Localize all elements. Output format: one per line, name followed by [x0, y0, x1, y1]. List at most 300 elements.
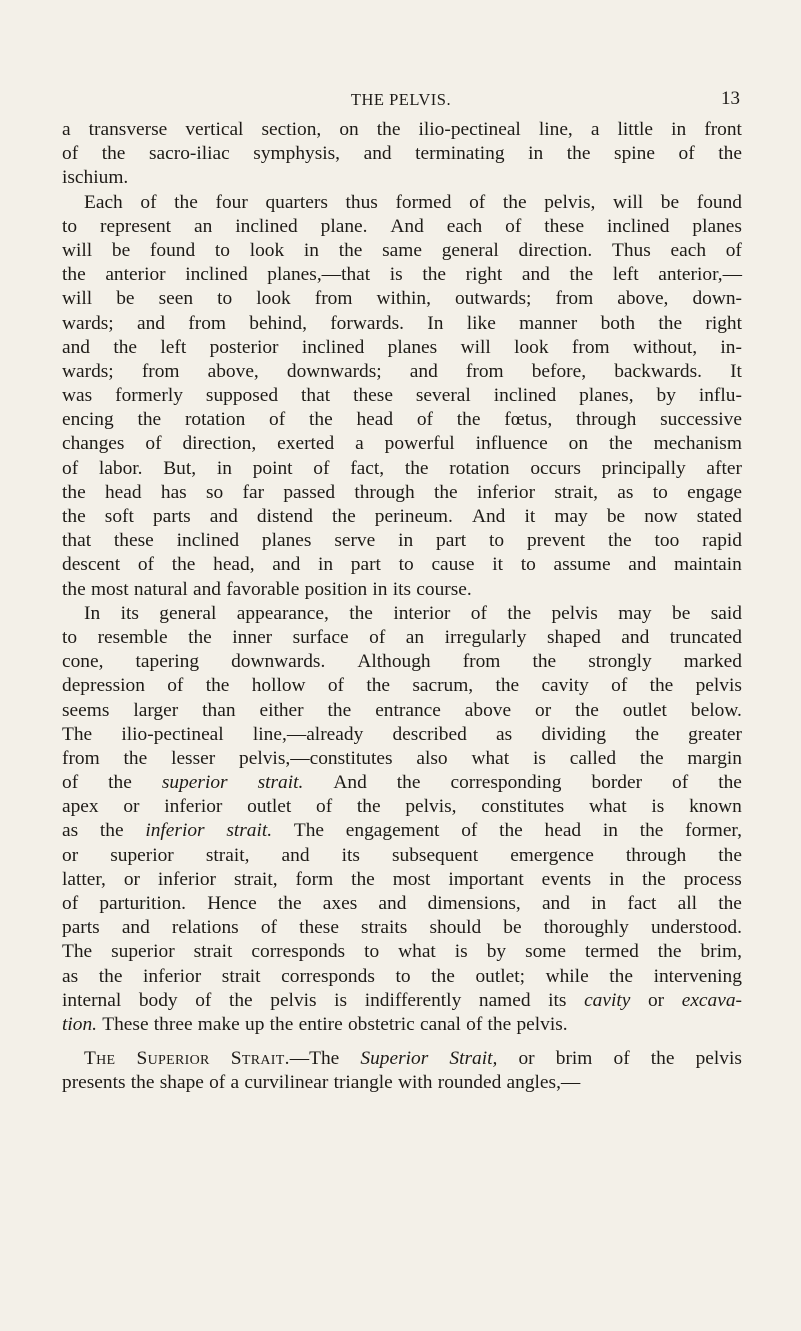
word: is	[532, 747, 546, 769]
word: triangle	[333, 1072, 393, 1094]
word: left	[160, 336, 187, 358]
word: head,	[213, 554, 255, 576]
word: quarters	[265, 191, 328, 213]
text-line	[62, 505, 742, 529]
word: these	[544, 215, 585, 237]
text-line	[62, 844, 742, 868]
word: downwards;	[286, 360, 382, 382]
word: from	[571, 336, 610, 358]
word: from	[314, 288, 353, 310]
word: margin	[687, 747, 742, 769]
word: planes	[261, 530, 312, 552]
word: front	[704, 119, 742, 140]
word: like	[466, 312, 496, 334]
word: said	[710, 602, 742, 624]
word: changes	[62, 433, 125, 455]
word: left	[612, 264, 639, 286]
word: of	[613, 1048, 630, 1070]
word: Each	[84, 191, 123, 213]
word: entrance	[375, 699, 441, 721]
word: should	[429, 917, 482, 939]
word: its	[341, 844, 360, 866]
word: The	[62, 941, 93, 963]
word: through	[625, 844, 687, 866]
word: named	[478, 989, 531, 1011]
word: of	[137, 554, 155, 576]
word: The	[84, 1048, 116, 1070]
word: forwards.	[330, 312, 404, 334]
word: the	[487, 1013, 512, 1035]
word: tapering	[135, 651, 200, 673]
word: vertical	[185, 119, 244, 140]
word: of	[167, 675, 184, 697]
word: too	[654, 530, 680, 552]
word: engagement	[345, 820, 440, 842]
word: each	[670, 239, 707, 261]
word: angles,—	[506, 1072, 581, 1094]
word: cause	[431, 554, 475, 576]
word: The	[293, 820, 325, 842]
word: and	[272, 554, 301, 576]
word: as	[62, 820, 79, 842]
word: the	[649, 675, 674, 697]
word: a	[590, 119, 600, 140]
word: favorable	[226, 578, 300, 600]
word: understood.	[650, 917, 742, 939]
word: and	[209, 506, 238, 527]
word: of	[140, 191, 157, 213]
text-line	[62, 457, 742, 481]
word: the	[532, 651, 557, 673]
word: outwards;	[454, 288, 532, 310]
word: the	[718, 844, 742, 866]
running-head	[62, 88, 740, 112]
word: it	[524, 506, 536, 527]
text-line	[62, 384, 742, 408]
word: of	[260, 917, 277, 939]
word: strait	[221, 965, 261, 987]
word: planes	[387, 336, 438, 358]
word: serve	[334, 530, 376, 552]
word: right	[465, 264, 503, 286]
word: Hence	[207, 893, 257, 914]
text-line	[62, 336, 742, 360]
word: the	[607, 530, 632, 552]
word: ischium.	[62, 167, 129, 189]
text-line	[62, 529, 742, 553]
word: anterior	[105, 264, 166, 286]
word: be	[606, 506, 626, 527]
word: inner	[232, 626, 273, 648]
word: has	[160, 481, 187, 503]
word: cavity	[584, 989, 631, 1011]
word: look	[256, 288, 291, 310]
word: intervening	[653, 965, 742, 987]
word: manner	[519, 312, 578, 334]
word: section,	[261, 119, 322, 140]
word: to	[489, 530, 505, 552]
word: strait,	[233, 868, 278, 890]
word: relations	[171, 917, 239, 939]
word: above,	[207, 360, 259, 382]
word: plane.	[320, 215, 368, 237]
word: than	[202, 699, 236, 721]
word: parturition.	[99, 893, 187, 914]
word: the	[507, 602, 532, 624]
word: spine	[614, 143, 655, 165]
word: found	[149, 239, 196, 261]
word: shape	[159, 1072, 204, 1094]
word: may	[618, 602, 652, 624]
word: course.	[416, 578, 472, 600]
word: of	[145, 433, 162, 455]
word: entire	[298, 1013, 343, 1035]
word: depression	[62, 675, 145, 697]
word: the	[356, 796, 381, 818]
word: dimensions,	[427, 893, 521, 914]
word: marked	[683, 651, 742, 673]
word: in	[216, 457, 232, 479]
word: will	[62, 239, 93, 261]
word: the	[308, 409, 333, 431]
word: excava-	[681, 989, 742, 1011]
text-line	[62, 771, 742, 795]
word: shaped	[546, 626, 601, 648]
word: cavity	[541, 675, 589, 697]
word: strait	[193, 941, 233, 963]
word: several	[415, 385, 471, 407]
word: border	[591, 772, 643, 794]
word: sacro-iliac	[148, 143, 230, 165]
word: on	[568, 433, 589, 455]
word: in	[317, 554, 334, 576]
word: the	[650, 1048, 675, 1070]
word: and	[192, 578, 221, 600]
word: rapid	[702, 530, 742, 552]
text-line	[62, 287, 742, 311]
word: backwards.	[614, 360, 702, 382]
word: planes,—that	[267, 264, 371, 286]
word: the	[366, 675, 391, 697]
word: Although	[357, 651, 431, 673]
word: direction,	[182, 433, 257, 455]
word: strait.	[226, 820, 273, 842]
word: powerful	[384, 433, 455, 455]
word: larger	[133, 699, 179, 721]
word: and	[541, 893, 570, 914]
word: and	[628, 554, 657, 576]
text-line	[62, 892, 742, 916]
word: of	[470, 602, 487, 624]
word: and	[409, 360, 438, 382]
word: principally	[601, 457, 686, 479]
word: the	[566, 143, 591, 165]
word: that	[62, 530, 92, 552]
word: But,	[163, 457, 197, 479]
word: the	[642, 868, 666, 890]
word: and	[521, 264, 550, 286]
word: brim	[555, 1048, 593, 1070]
word: as	[617, 481, 634, 503]
word: the	[351, 868, 375, 890]
word: line,—already	[252, 723, 364, 745]
word: pelvis.	[516, 1013, 568, 1035]
word: appearance,	[236, 602, 329, 624]
word: is	[454, 941, 468, 963]
word: an	[194, 215, 213, 237]
word: inclined	[607, 215, 670, 237]
word: wards;	[62, 312, 114, 334]
word: the	[338, 239, 363, 261]
word: fact,	[350, 457, 385, 479]
body-text	[62, 118, 742, 1096]
word: planes,	[579, 385, 634, 407]
word: represent	[100, 215, 172, 237]
word: as	[62, 965, 79, 987]
word: after	[706, 457, 742, 479]
paragraph-gap	[62, 1037, 742, 1047]
word: the	[433, 481, 458, 503]
word: most	[392, 868, 431, 890]
word: In	[84, 602, 101, 624]
word: also	[416, 747, 448, 769]
word: strait,	[554, 481, 598, 503]
word: to	[364, 941, 380, 963]
word: of	[416, 409, 434, 431]
word: the	[404, 457, 429, 479]
word: in	[398, 530, 414, 552]
word: of	[469, 191, 486, 213]
page-number: 13	[721, 88, 740, 109]
word: strait.	[257, 772, 304, 794]
word: both	[600, 312, 636, 334]
word: apex	[62, 796, 99, 818]
word: in	[609, 868, 625, 890]
word: the	[657, 941, 682, 963]
word: superior	[110, 844, 174, 866]
word: the	[327, 699, 352, 721]
word: its	[548, 989, 567, 1011]
word: all	[677, 893, 698, 914]
word: Superior	[136, 1048, 210, 1070]
word: the	[396, 772, 421, 794]
word: from	[462, 651, 501, 673]
word: will	[62, 288, 93, 310]
word: inclined	[301, 336, 365, 358]
text-line	[62, 650, 742, 674]
word: of	[461, 820, 478, 842]
word: through	[354, 481, 415, 503]
word: influence	[475, 433, 548, 455]
word: hollow	[251, 675, 306, 697]
word: downwards.	[231, 651, 326, 673]
text-line	[62, 965, 742, 989]
word: or	[647, 989, 665, 1011]
word: found	[696, 191, 742, 213]
word: to	[217, 288, 233, 310]
word: prevent	[526, 530, 586, 552]
word: to	[652, 481, 668, 503]
word: occurs	[530, 457, 581, 479]
word: body	[138, 989, 178, 1011]
word: terminating	[415, 143, 505, 165]
word: process	[683, 868, 742, 890]
word: the	[431, 965, 455, 987]
text-line	[62, 723, 742, 747]
word: as	[496, 723, 513, 745]
word: in	[591, 893, 607, 914]
word: of	[327, 675, 345, 697]
text-line	[62, 699, 742, 723]
word: while	[545, 965, 589, 987]
word: the	[331, 506, 356, 527]
word: by	[486, 941, 507, 963]
word: the	[62, 481, 86, 503]
word: is	[334, 989, 348, 1011]
word: pelvis	[695, 675, 742, 697]
text-line	[62, 1071, 742, 1095]
word: on	[339, 119, 359, 140]
text-line	[62, 118, 742, 142]
word: inferior	[164, 796, 223, 818]
word: curvilinear	[244, 1072, 329, 1094]
word: the	[349, 602, 373, 624]
word: without,	[632, 336, 698, 358]
word: some	[525, 941, 566, 963]
word: thus	[345, 191, 378, 213]
word: these	[299, 917, 339, 939]
word: rotation	[184, 409, 246, 431]
word: strait,	[205, 844, 250, 866]
word: and	[137, 312, 165, 334]
word: general	[441, 239, 499, 261]
word: natural	[133, 578, 188, 600]
word: Superior	[360, 1048, 429, 1070]
word: be	[111, 239, 131, 261]
word: surface	[292, 626, 349, 648]
word: formerly	[115, 385, 183, 407]
word: pelvis,	[405, 796, 457, 818]
word: an	[405, 626, 425, 648]
word: Strait.—The	[230, 1048, 340, 1070]
word: four	[215, 191, 248, 213]
word: the	[718, 143, 742, 165]
word: irregularly	[444, 626, 527, 648]
word: lesser	[171, 747, 216, 769]
word: or	[123, 868, 140, 890]
word: or	[518, 1048, 535, 1070]
word: And	[471, 506, 506, 527]
word: obstetric	[347, 1013, 415, 1035]
word: supposed	[205, 385, 279, 407]
word: or	[62, 844, 79, 866]
word: far	[242, 481, 265, 503]
word: the	[277, 893, 302, 914]
word: the	[499, 820, 523, 842]
word: most	[90, 578, 129, 600]
text-line	[62, 916, 742, 940]
word: now	[644, 506, 678, 527]
word: and	[621, 626, 650, 648]
word: inclined	[176, 530, 240, 552]
text-line	[62, 481, 742, 505]
text-line	[62, 360, 742, 384]
word: and	[62, 336, 90, 358]
word: inclined	[493, 385, 557, 407]
word: be	[116, 288, 135, 310]
word: brim,	[700, 941, 742, 963]
word: the	[108, 772, 132, 794]
word: these	[353, 385, 393, 407]
word: the	[569, 264, 594, 286]
word: axes	[322, 893, 358, 914]
word: known	[689, 796, 742, 818]
word: the	[502, 191, 527, 213]
word: in	[602, 820, 618, 842]
word: emergence	[510, 844, 594, 866]
word: inclined	[185, 264, 248, 286]
word: form	[295, 868, 334, 890]
word: rotation	[449, 457, 510, 479]
word: the	[639, 820, 664, 842]
word: it	[492, 554, 503, 576]
word: above	[464, 699, 512, 721]
word: the	[99, 820, 124, 842]
word: The	[62, 723, 93, 745]
word: maintain	[673, 554, 742, 576]
word: through	[576, 409, 637, 431]
word: the	[456, 409, 481, 431]
word: greater	[688, 723, 742, 745]
text-line	[62, 674, 742, 698]
word: to	[62, 626, 78, 648]
word: right	[705, 312, 742, 334]
word: above,	[617, 288, 669, 310]
text-line	[62, 191, 742, 215]
running-title: THE PELVIS.	[350, 90, 452, 109]
word: influ-	[698, 385, 742, 407]
word: what	[588, 796, 627, 818]
word: the	[658, 312, 683, 334]
word: to	[214, 239, 230, 261]
word: a	[62, 119, 71, 140]
word: the	[495, 675, 520, 697]
word: successive	[660, 409, 742, 431]
word: from	[188, 312, 226, 334]
word: the	[113, 336, 138, 358]
word: superior	[161, 772, 228, 794]
word: in	[372, 578, 388, 600]
word: from	[555, 288, 594, 310]
word: assume	[553, 554, 611, 576]
text-line	[62, 578, 742, 602]
word: same	[382, 239, 422, 261]
word: symphysis,	[253, 143, 341, 165]
word: from	[465, 360, 504, 382]
text-line	[62, 408, 742, 432]
word: by	[656, 385, 676, 407]
word: general	[159, 602, 217, 624]
word: its	[392, 578, 412, 600]
word: exerted	[277, 433, 335, 455]
word: the	[718, 893, 742, 914]
word: sacrum,	[412, 675, 474, 697]
word: truncated	[669, 626, 742, 648]
word: is	[389, 264, 403, 286]
word: of	[466, 1013, 483, 1035]
word: or	[123, 796, 140, 818]
word: the	[62, 264, 86, 286]
